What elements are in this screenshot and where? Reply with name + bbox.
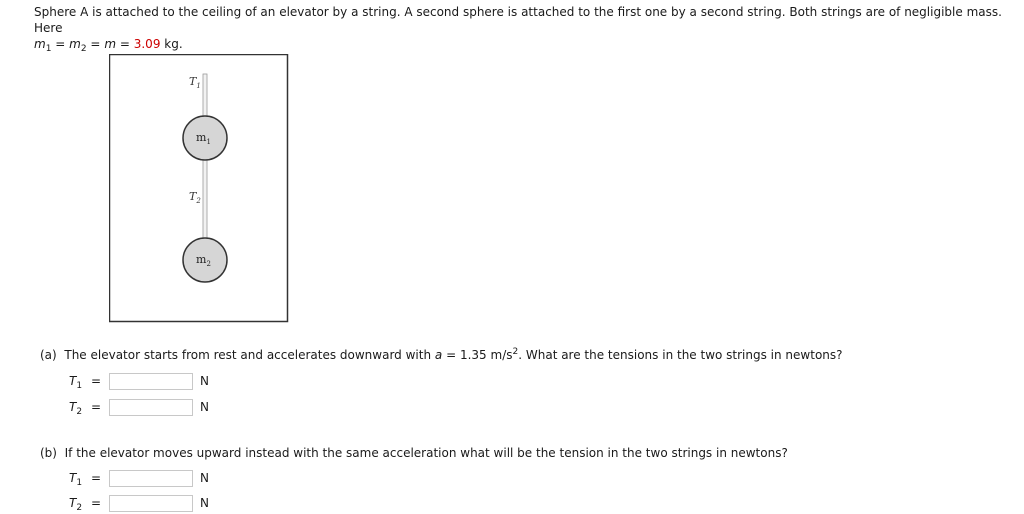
t2-label: $T_2$ (69, 400, 83, 417)
equals-sign: = (91, 400, 102, 414)
mass-equation (34, 36, 1018, 54)
mass-subscript-1: 1 (45, 44, 52, 54)
part-b-t1-row (69, 471, 229, 489)
acceleration-exponent: 2 (512, 347, 519, 357)
part-b-t2-row (69, 496, 229, 514)
equals-sign: = (91, 496, 102, 510)
string-2 (203, 160, 207, 239)
unit-label: N (200, 400, 209, 414)
mass-unit: kg. (164, 37, 183, 51)
part-a-t1-input[interactable] (109, 373, 193, 390)
part-a-text-end: . What are the tensions in the two strings in newtons? (518, 348, 843, 362)
part-a-question (40, 348, 843, 362)
tension-1-label: $T_1$ (189, 75, 201, 90)
equals-sign: = (55, 37, 66, 51)
mass-symbol: m (104, 37, 117, 51)
equals-sign: = (90, 37, 101, 51)
part-b-prefix: (b) (40, 446, 57, 460)
problem-statement (34, 4, 1018, 54)
problem-text: Sphere A is attached to the ceiling of an elevator by a string. A second sphere is attached to the first one by a second string. Both strings are of negligible mass. Here (34, 5, 1002, 35)
unit-label: N (200, 374, 209, 388)
unit-label: N (200, 496, 209, 510)
acceleration-value: 1.35 m/s (459, 348, 513, 362)
unit-label: N (200, 471, 209, 485)
part-b-question (40, 446, 788, 460)
equals-sign: = (91, 471, 102, 485)
part-b-t2-input[interactable] (109, 495, 193, 512)
equals-sign: = (446, 348, 457, 362)
equals-sign: = (91, 374, 102, 388)
part-b-t1-input[interactable] (109, 470, 193, 487)
part-a-t2-row (69, 400, 229, 418)
sphere-1-label: $m_1$ (196, 131, 211, 146)
mass-symbol-2: m (69, 37, 81, 51)
acceleration-symbol: a (434, 348, 443, 362)
tension-2-label: $T_2$ (189, 190, 201, 205)
equals-sign: = (119, 37, 130, 51)
part-a-prefix: (a) (40, 348, 57, 362)
part-a-t2-input[interactable] (109, 399, 193, 416)
sphere-2-label: $m_2$ (196, 253, 211, 268)
t2-label: $T_2$ (69, 496, 83, 513)
elevator-figure (109, 54, 289, 324)
part-b-text: If the elevator moves upward instead with the same acceleration what will be the tension in the two strings in newtons? (64, 446, 788, 460)
part-a-t1-row (69, 374, 229, 392)
mass-value: 3.09 (133, 37, 161, 51)
mass-symbol-1: m (34, 37, 46, 51)
mass-subscript-2: 2 (80, 44, 87, 54)
t1-label: $T_1$ (69, 374, 83, 391)
t1-label: $T_1$ (69, 471, 83, 488)
part-a-text: The elevator starts from rest and accelerates downward with (64, 348, 432, 362)
